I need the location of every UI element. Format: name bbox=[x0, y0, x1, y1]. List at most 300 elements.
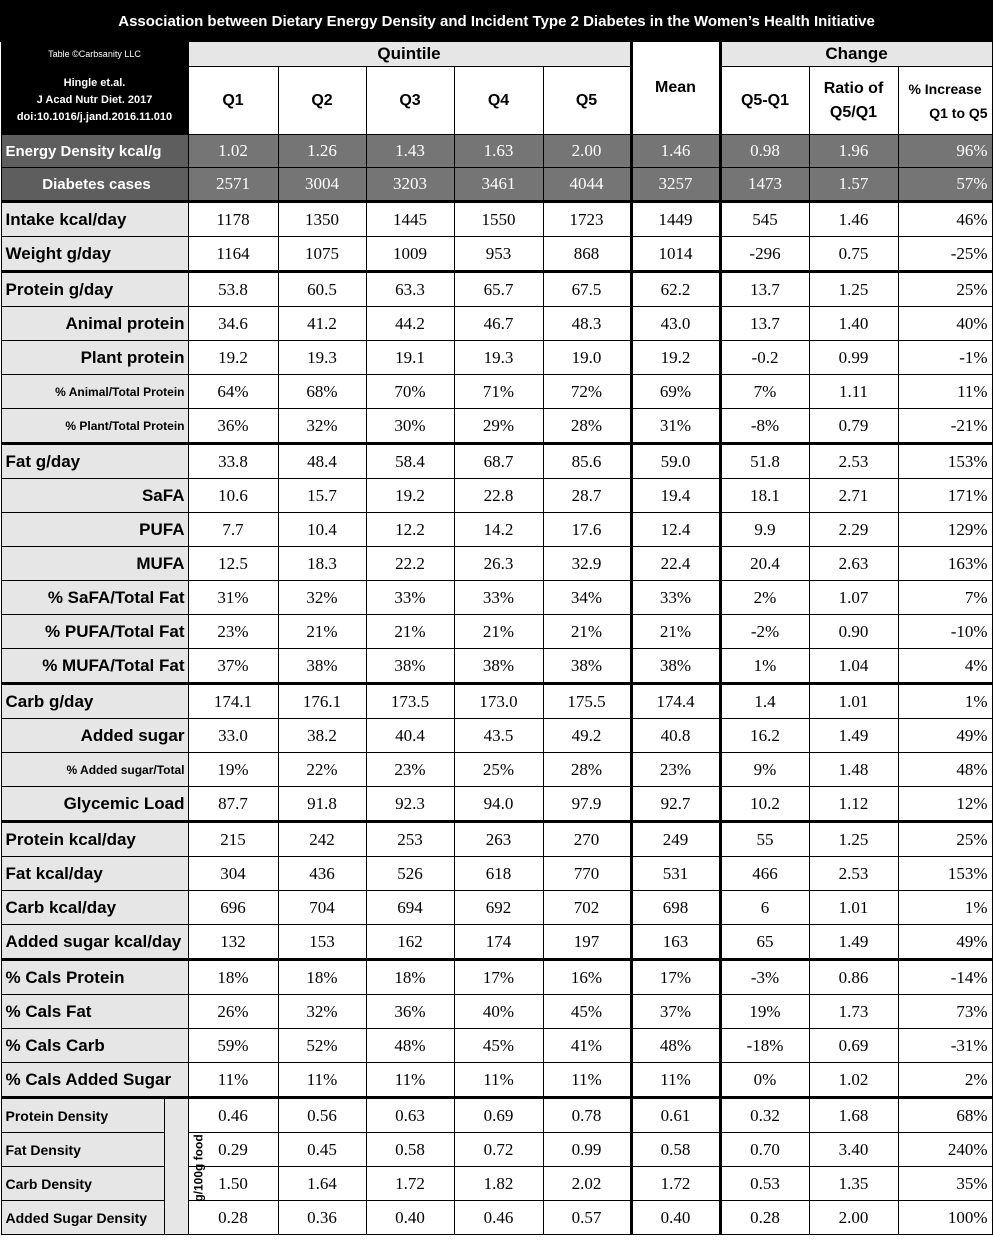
value-cell: 51.8 bbox=[720, 444, 809, 479]
value-cell: 71% bbox=[454, 375, 543, 409]
value-cell: 0.63 bbox=[366, 1098, 454, 1133]
table-row bbox=[1, 307, 992, 341]
value-cell: 3004 bbox=[278, 168, 366, 202]
value-cell: 1.46 bbox=[631, 135, 720, 168]
value-cell: 1.01 bbox=[809, 684, 898, 719]
value-cell: 0.46 bbox=[454, 1201, 543, 1235]
table-row bbox=[1, 444, 992, 479]
value-cell: 13.7 bbox=[720, 307, 809, 341]
value-cell: 1.01 bbox=[809, 891, 898, 925]
value-cell: 16.2 bbox=[720, 719, 809, 753]
pct-cell: 171% bbox=[898, 479, 992, 513]
row-label: Diabetes cases bbox=[1, 168, 188, 202]
value-cell: 173.0 bbox=[454, 684, 543, 719]
value-cell: 1.4 bbox=[720, 684, 809, 719]
table-body bbox=[1, 135, 992, 1235]
value-cell: 1.07 bbox=[809, 581, 898, 615]
value-cell: 698 bbox=[631, 891, 720, 925]
value-cell: 48% bbox=[366, 1029, 454, 1063]
value-cell: 44.2 bbox=[366, 307, 454, 341]
pct-cell: 11% bbox=[898, 375, 992, 409]
value-cell: 1.64 bbox=[278, 1167, 366, 1201]
value-cell: 0.69 bbox=[454, 1098, 543, 1133]
value-cell: 21% bbox=[543, 615, 631, 649]
value-cell: 94.0 bbox=[454, 787, 543, 822]
row-label: Energy Density kcal/g bbox=[1, 135, 188, 168]
value-cell: 38% bbox=[631, 649, 720, 684]
pct-header-line2: Q1 to Q5 bbox=[929, 104, 988, 121]
value-cell: 2.29 bbox=[809, 513, 898, 547]
value-cell: 9% bbox=[720, 753, 809, 787]
value-cell: 22.8 bbox=[454, 479, 543, 513]
value-cell: 68% bbox=[278, 375, 366, 409]
row-label: Plant protein bbox=[1, 341, 188, 375]
value-cell: 3257 bbox=[631, 168, 720, 202]
value-cell: 0.28 bbox=[720, 1201, 809, 1235]
value-cell: 33% bbox=[454, 581, 543, 615]
value-cell: 16% bbox=[543, 960, 631, 995]
value-cell: 0.40 bbox=[631, 1201, 720, 1235]
row-label: % Cals Carb bbox=[1, 1029, 188, 1063]
pct-cell: 100% bbox=[898, 1201, 992, 1235]
pct-cell: 49% bbox=[898, 719, 992, 753]
pct-cell: 129% bbox=[898, 513, 992, 547]
value-cell: 0.86 bbox=[809, 960, 898, 995]
row-label: Protein Density bbox=[1, 1098, 164, 1133]
value-cell: 2.02 bbox=[543, 1167, 631, 1201]
value-cell: 38% bbox=[366, 649, 454, 684]
ratio-header-line2: Q5/Q1 bbox=[829, 103, 878, 121]
value-cell: 10.2 bbox=[720, 787, 809, 822]
pct-cell: 57% bbox=[898, 168, 992, 202]
value-cell: 694 bbox=[366, 891, 454, 925]
value-cell: 68.7 bbox=[454, 444, 543, 479]
value-cell: 1.72 bbox=[631, 1167, 720, 1201]
value-cell: 175.5 bbox=[543, 684, 631, 719]
value-cell: 33.0 bbox=[188, 719, 278, 753]
table-row bbox=[1, 1063, 992, 1098]
row-label: SaFA bbox=[1, 479, 188, 513]
row-label: % Added sugar/Total bbox=[1, 753, 188, 787]
value-cell: 28% bbox=[543, 753, 631, 787]
value-cell: 545 bbox=[720, 202, 809, 237]
value-cell: 65 bbox=[720, 925, 809, 960]
value-cell: 270 bbox=[543, 822, 631, 857]
value-cell: 0.90 bbox=[809, 615, 898, 649]
value-cell: 36% bbox=[188, 409, 278, 444]
value-cell: 242 bbox=[278, 822, 366, 857]
value-cell: -2% bbox=[720, 615, 809, 649]
value-cell: 1.49 bbox=[809, 719, 898, 753]
value-cell: 91.8 bbox=[278, 787, 366, 822]
value-cell: 26% bbox=[188, 995, 278, 1029]
table-title: Association between Dietary Energy Density and Incident Type 2 Diabetes in the Women’s Health Initiative bbox=[1, 1, 992, 41]
value-cell: 702 bbox=[543, 891, 631, 925]
value-cell: 26.3 bbox=[454, 547, 543, 581]
value-cell: 0.29 bbox=[188, 1133, 278, 1167]
pct-cell: 68% bbox=[898, 1098, 992, 1133]
value-cell: 23% bbox=[631, 753, 720, 787]
row-label: Added sugar kcal/day bbox=[1, 925, 188, 960]
value-cell: 531 bbox=[631, 857, 720, 891]
value-cell: 2.00 bbox=[543, 135, 631, 168]
value-cell: 2.00 bbox=[809, 1201, 898, 1235]
value-cell: 173.5 bbox=[366, 684, 454, 719]
value-cell: 34% bbox=[543, 581, 631, 615]
value-cell: 23% bbox=[366, 753, 454, 787]
value-cell: 1.73 bbox=[809, 995, 898, 1029]
table-row bbox=[1, 719, 992, 753]
value-cell: 1075 bbox=[278, 237, 366, 272]
row-label: % SaFA/Total Fat bbox=[1, 581, 188, 615]
value-cell: 17% bbox=[454, 960, 543, 995]
value-cell: 11% bbox=[366, 1063, 454, 1098]
value-cell: 618 bbox=[454, 857, 543, 891]
row-label: Fat Density bbox=[1, 1133, 164, 1167]
value-cell: 1.82 bbox=[454, 1167, 543, 1201]
value-cell: 1% bbox=[720, 649, 809, 684]
value-cell: 4044 bbox=[543, 168, 631, 202]
table-row bbox=[1, 753, 992, 787]
row-label: % Cals Added Sugar bbox=[1, 1063, 188, 1098]
table-row bbox=[1, 202, 992, 237]
table-row bbox=[1, 581, 992, 615]
pct-cell: 25% bbox=[898, 822, 992, 857]
value-cell: 2571 bbox=[188, 168, 278, 202]
value-cell: 0.70 bbox=[720, 1133, 809, 1167]
pct-cell: 12% bbox=[898, 787, 992, 822]
table-row bbox=[1, 615, 992, 649]
row-label: Fat g/day bbox=[1, 444, 188, 479]
table-row bbox=[1, 375, 992, 409]
value-cell: 0.56 bbox=[278, 1098, 366, 1133]
value-cell: 0.78 bbox=[543, 1098, 631, 1133]
value-cell: 45% bbox=[543, 995, 631, 1029]
row-label: MUFA bbox=[1, 547, 188, 581]
value-cell: 64% bbox=[188, 375, 278, 409]
citation-doi: doi:10.1016/j.jand.2016.11.010 bbox=[16, 111, 173, 123]
value-cell: 1449 bbox=[631, 202, 720, 237]
value-cell: 1.04 bbox=[809, 649, 898, 684]
value-cell: 59.0 bbox=[631, 444, 720, 479]
group-header-quintile: Quintile bbox=[188, 41, 631, 67]
value-cell: 38% bbox=[543, 649, 631, 684]
value-cell: 48.4 bbox=[278, 444, 366, 479]
value-cell: 19.3 bbox=[278, 341, 366, 375]
value-cell: 1.72 bbox=[366, 1167, 454, 1201]
table-row bbox=[1, 649, 992, 684]
value-cell: 174.1 bbox=[188, 684, 278, 719]
pct-cell: 240% bbox=[898, 1133, 992, 1167]
value-cell: 692 bbox=[454, 891, 543, 925]
value-cell: 23% bbox=[188, 615, 278, 649]
value-cell: 0.79 bbox=[809, 409, 898, 444]
value-cell: 2% bbox=[720, 581, 809, 615]
value-cell: 19% bbox=[188, 753, 278, 787]
value-cell: 1178 bbox=[188, 202, 278, 237]
value-cell: 0.72 bbox=[454, 1133, 543, 1167]
value-cell: 174 bbox=[454, 925, 543, 960]
value-cell: 1.02 bbox=[809, 1063, 898, 1098]
value-cell: 31% bbox=[631, 409, 720, 444]
value-cell: 11% bbox=[454, 1063, 543, 1098]
value-cell: 41.2 bbox=[278, 307, 366, 341]
value-cell: 45% bbox=[454, 1029, 543, 1063]
row-label: Intake kcal/day bbox=[1, 202, 188, 237]
group-header-change: Change bbox=[720, 41, 992, 67]
value-cell: 11% bbox=[188, 1063, 278, 1098]
value-cell: 36% bbox=[366, 995, 454, 1029]
row-label: Glycemic Load bbox=[1, 787, 188, 822]
row-label: % MUFA/Total Fat bbox=[1, 649, 188, 684]
value-cell: 33.8 bbox=[188, 444, 278, 479]
value-cell: 34.6 bbox=[188, 307, 278, 341]
value-cell: 53.8 bbox=[188, 272, 278, 307]
row-label: % Cals Protein bbox=[1, 960, 188, 995]
value-cell: 92.7 bbox=[631, 787, 720, 822]
pct-cell: 73% bbox=[898, 995, 992, 1029]
value-cell: 1.96 bbox=[809, 135, 898, 168]
value-cell: 0.61 bbox=[631, 1098, 720, 1133]
value-cell: 10.4 bbox=[278, 513, 366, 547]
value-cell: 868 bbox=[543, 237, 631, 272]
citation-authors: Hingle et.al. bbox=[63, 77, 126, 89]
row-label: Protein kcal/day bbox=[1, 822, 188, 857]
value-cell: 19% bbox=[720, 995, 809, 1029]
value-cell: 163 bbox=[631, 925, 720, 960]
value-cell: 3203 bbox=[366, 168, 454, 202]
ratio-header-line1: Ratio of bbox=[823, 79, 884, 97]
row-label: % PUFA/Total Fat bbox=[1, 615, 188, 649]
value-cell: 43.5 bbox=[454, 719, 543, 753]
pct-cell: 1% bbox=[898, 684, 992, 719]
pct-cell: 46% bbox=[898, 202, 992, 237]
value-cell: 87.7 bbox=[188, 787, 278, 822]
table-row bbox=[1, 237, 992, 272]
row-label: % Plant/Total Protein bbox=[1, 409, 188, 444]
value-cell: 1.25 bbox=[809, 272, 898, 307]
pct-cell: 7% bbox=[898, 581, 992, 615]
pct-cell: 153% bbox=[898, 444, 992, 479]
value-cell: 704 bbox=[278, 891, 366, 925]
value-cell: 38% bbox=[454, 649, 543, 684]
value-cell: 25% bbox=[454, 753, 543, 787]
column-header-q5-q1: Q5-Q1 bbox=[720, 67, 809, 135]
unit-label-vertical bbox=[164, 1098, 206, 1235]
value-cell: 18.1 bbox=[720, 479, 809, 513]
value-cell: 19.2 bbox=[366, 479, 454, 513]
table-row bbox=[1, 857, 992, 891]
value-cell: 1.26 bbox=[278, 135, 366, 168]
value-cell: 12.5 bbox=[188, 547, 278, 581]
value-cell: 1.48 bbox=[809, 753, 898, 787]
table-row bbox=[1, 513, 992, 547]
value-cell: 1.12 bbox=[809, 787, 898, 822]
value-cell: 55 bbox=[720, 822, 809, 857]
value-cell: 153 bbox=[278, 925, 366, 960]
value-cell: 40.8 bbox=[631, 719, 720, 753]
unit-label-text: g/100g food bbox=[191, 1133, 206, 1202]
value-cell: 31% bbox=[188, 581, 278, 615]
value-cell: 32.9 bbox=[543, 547, 631, 581]
value-cell: 0.28 bbox=[188, 1201, 278, 1235]
pct-cell: -21% bbox=[898, 409, 992, 444]
value-cell: 97.9 bbox=[543, 787, 631, 822]
value-cell: 215 bbox=[188, 822, 278, 857]
value-cell: 0.36 bbox=[278, 1201, 366, 1235]
value-cell: -296 bbox=[720, 237, 809, 272]
value-cell: 1.25 bbox=[809, 822, 898, 857]
value-cell: 1550 bbox=[454, 202, 543, 237]
row-label: Carb kcal/day bbox=[1, 891, 188, 925]
value-cell: 0.46 bbox=[188, 1098, 278, 1133]
value-cell: 3.40 bbox=[809, 1133, 898, 1167]
row-label: Added sugar bbox=[1, 719, 188, 753]
value-cell: 253 bbox=[366, 822, 454, 857]
value-cell: 0.45 bbox=[278, 1133, 366, 1167]
value-cell: 1009 bbox=[366, 237, 454, 272]
value-cell: 18.3 bbox=[278, 547, 366, 581]
pct-cell: 163% bbox=[898, 547, 992, 581]
pct-cell: 2% bbox=[898, 1063, 992, 1098]
value-cell: 1.46 bbox=[809, 202, 898, 237]
row-label: % Animal/Total Protein bbox=[1, 375, 188, 409]
column-header-ratio bbox=[809, 67, 898, 135]
row-label: Added Sugar Density bbox=[1, 1201, 164, 1235]
value-cell: 0.69 bbox=[809, 1029, 898, 1063]
citation bbox=[1, 67, 188, 135]
value-cell: 19.4 bbox=[631, 479, 720, 513]
row-label: Fat kcal/day bbox=[1, 857, 188, 891]
value-cell: 249 bbox=[631, 822, 720, 857]
row-label: PUFA bbox=[1, 513, 188, 547]
column-header-q4: Q4 bbox=[454, 67, 543, 135]
value-cell: 67.5 bbox=[543, 272, 631, 307]
value-cell: 132 bbox=[188, 925, 278, 960]
value-cell: 46.7 bbox=[454, 307, 543, 341]
table-row bbox=[1, 409, 992, 444]
value-cell: 12.2 bbox=[366, 513, 454, 547]
value-cell: 0.53 bbox=[720, 1167, 809, 1201]
pct-cell: 153% bbox=[898, 857, 992, 891]
value-cell: 1723 bbox=[543, 202, 631, 237]
value-cell: 30% bbox=[366, 409, 454, 444]
copyright-note: Table ©Carbsanity LLC bbox=[1, 41, 188, 67]
value-cell: 162 bbox=[366, 925, 454, 960]
value-cell: 19.1 bbox=[366, 341, 454, 375]
value-cell: 18% bbox=[278, 960, 366, 995]
value-cell: 1.63 bbox=[454, 135, 543, 168]
value-cell: 20.4 bbox=[720, 547, 809, 581]
value-cell: 70% bbox=[366, 375, 454, 409]
row-label: Carb g/day bbox=[1, 684, 188, 719]
value-cell: 62.2 bbox=[631, 272, 720, 307]
table-row bbox=[1, 684, 992, 719]
value-cell: 0.99 bbox=[543, 1133, 631, 1167]
value-cell: 1.43 bbox=[366, 135, 454, 168]
value-cell: -3% bbox=[720, 960, 809, 995]
table-row bbox=[1, 135, 992, 168]
value-cell: 1164 bbox=[188, 237, 278, 272]
table-row bbox=[1, 1167, 992, 1201]
value-cell: 466 bbox=[720, 857, 809, 891]
value-cell: 22% bbox=[278, 753, 366, 787]
value-cell: 696 bbox=[188, 891, 278, 925]
value-cell: 14.2 bbox=[454, 513, 543, 547]
value-cell: 19.3 bbox=[454, 341, 543, 375]
value-cell: 0.99 bbox=[809, 341, 898, 375]
value-cell: 13.7 bbox=[720, 272, 809, 307]
value-cell: 7% bbox=[720, 375, 809, 409]
value-cell: 17% bbox=[631, 960, 720, 995]
value-cell: -8% bbox=[720, 409, 809, 444]
value-cell: 63.3 bbox=[366, 272, 454, 307]
value-cell: 0.57 bbox=[543, 1201, 631, 1235]
value-cell: 32% bbox=[278, 995, 366, 1029]
value-cell: 19.2 bbox=[631, 341, 720, 375]
value-cell: 40.4 bbox=[366, 719, 454, 753]
table-row bbox=[1, 822, 992, 857]
pct-cell: 1% bbox=[898, 891, 992, 925]
pct-cell: 40% bbox=[898, 307, 992, 341]
value-cell: 43.0 bbox=[631, 307, 720, 341]
value-cell: 59% bbox=[188, 1029, 278, 1063]
value-cell: 85.6 bbox=[543, 444, 631, 479]
value-cell: 0.40 bbox=[366, 1201, 454, 1235]
value-cell: 32% bbox=[278, 581, 366, 615]
value-cell: 33% bbox=[631, 581, 720, 615]
value-cell: 11% bbox=[278, 1063, 366, 1098]
row-label: % Cals Fat bbox=[1, 995, 188, 1029]
value-cell: 17.6 bbox=[543, 513, 631, 547]
value-cell: 28% bbox=[543, 409, 631, 444]
value-cell: 11% bbox=[631, 1063, 720, 1098]
pct-cell: -25% bbox=[898, 237, 992, 272]
value-cell: 10.6 bbox=[188, 479, 278, 513]
column-header-q1: Q1 bbox=[188, 67, 278, 135]
value-cell: 304 bbox=[188, 857, 278, 891]
value-cell: 1445 bbox=[366, 202, 454, 237]
value-cell: 58.4 bbox=[366, 444, 454, 479]
value-cell: 21% bbox=[366, 615, 454, 649]
value-cell: 33% bbox=[366, 581, 454, 615]
value-cell: 3461 bbox=[454, 168, 543, 202]
pct-cell: -10% bbox=[898, 615, 992, 649]
table-row bbox=[1, 925, 992, 960]
pct-cell: 25% bbox=[898, 272, 992, 307]
table-row bbox=[1, 891, 992, 925]
table-row bbox=[1, 547, 992, 581]
value-cell: 15.7 bbox=[278, 479, 366, 513]
value-cell: 0.98 bbox=[720, 135, 809, 168]
value-cell: 197 bbox=[543, 925, 631, 960]
value-cell: 65.7 bbox=[454, 272, 543, 307]
table-row bbox=[1, 960, 992, 995]
pct-cell: 96% bbox=[898, 135, 992, 168]
value-cell: 60.5 bbox=[278, 272, 366, 307]
table-row bbox=[1, 168, 992, 202]
column-header-pct-increase bbox=[898, 67, 992, 135]
value-cell: 18% bbox=[188, 960, 278, 995]
value-cell: 953 bbox=[454, 237, 543, 272]
table-row bbox=[1, 1098, 992, 1133]
row-label: Carb Density bbox=[1, 1167, 164, 1201]
citation-journal: J Acad Nutr Diet. 2017 bbox=[36, 94, 153, 106]
value-cell: 770 bbox=[543, 857, 631, 891]
value-cell: 6 bbox=[720, 891, 809, 925]
row-label: Animal protein bbox=[1, 307, 188, 341]
value-cell: 11% bbox=[543, 1063, 631, 1098]
